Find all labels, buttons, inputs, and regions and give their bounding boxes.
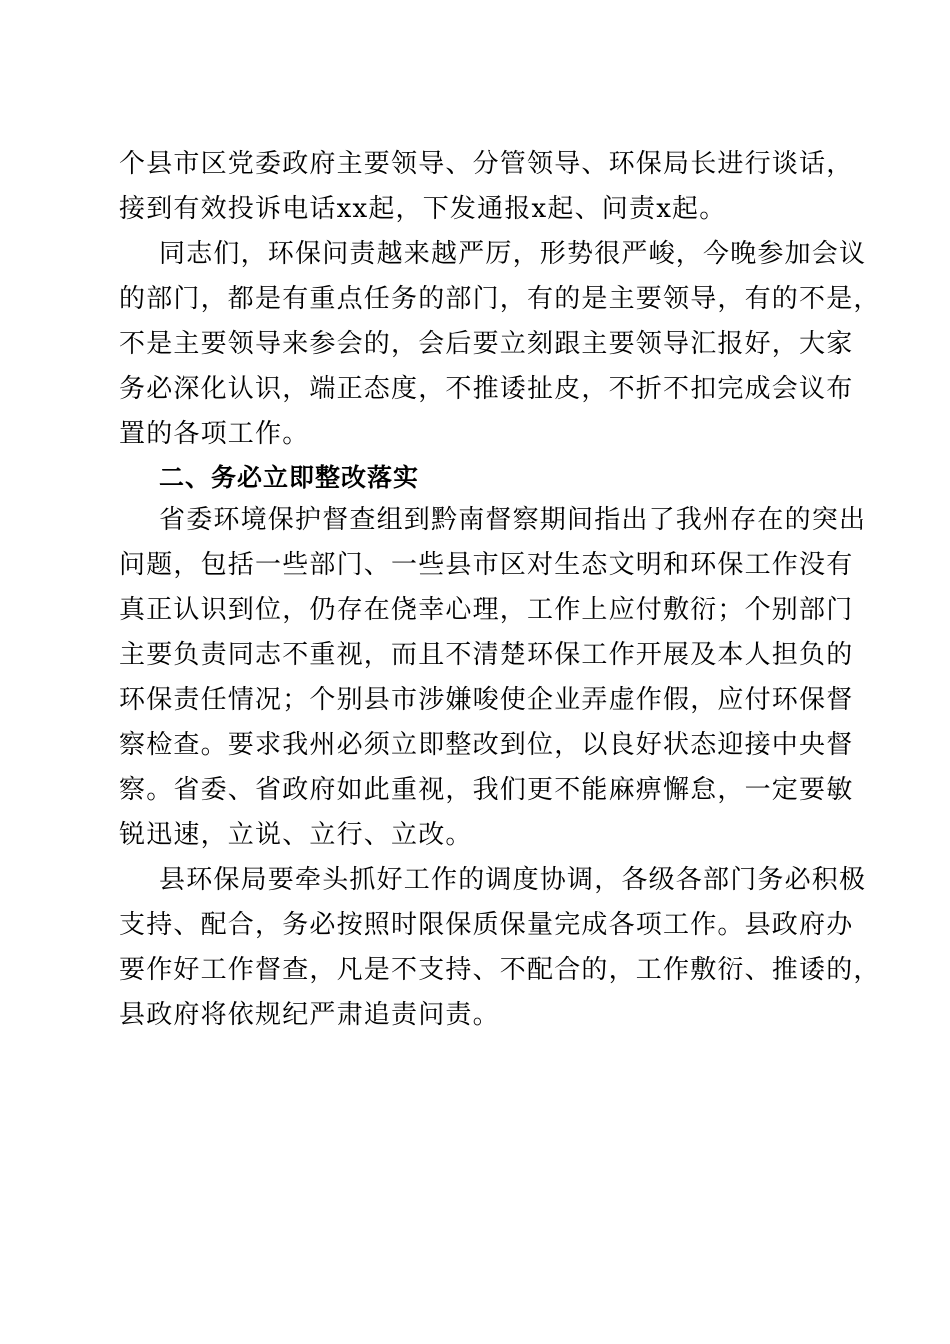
paragraph-line: 的部门，都是有重点任务的部门，有的是主要领导，有的不是， [119, 284, 881, 314]
paragraph-line: 不是主要领导来参会的，会后要立刻跟主要领导汇报好，大家 [119, 329, 854, 359]
paragraph-line: 置的各项工作。 [119, 419, 310, 449]
paragraph-line: 察。省委、省政府如此重视，我们更不能麻痹懈怠，一定要敏 [119, 775, 854, 805]
paragraph-line: 县政府将依规纪严肃追责问责。 [119, 1000, 500, 1030]
paragraph-line: 主要负责同志不重视，而且不清楚环保工作开展及本人担负的 [119, 640, 854, 670]
paragraph-line: 支持、配合，务必按照时限保质保量完成各项工作。县政府办 [119, 910, 854, 940]
paragraph-line: 要作好工作督查，凡是不支持、不配合的，工作敷衍、推诿的， [119, 955, 881, 985]
paragraph-line: 锐迅速，立说、立行、立改。 [119, 820, 473, 850]
paragraph-line: 察检查。要求我州必须立即整改到位，以良好状态迎接中央督 [119, 730, 854, 760]
paragraph-line: 接到有效投诉电话xx起，下发通报x起、问责x起。 [119, 194, 727, 224]
paragraph-line: 省委环境保护督查组到黔南督察期间指出了我州存在的突出 [159, 505, 867, 535]
paragraph-line: 真正认识到位，仍存在侥幸心理，工作上应付敷衍；个别部门 [119, 595, 854, 625]
paragraph-line: 务必深化认识，端正态度，不推诿扯皮，不折不扣完成会议布 [119, 374, 854, 404]
paragraph-line: 环保责任情况；个别县市涉嫌唆使企业弄虚作假，应付环保督 [119, 685, 854, 715]
paragraph-line: 县环保局要牵头抓好工作的调度协调，各级各部门务必积极 [159, 865, 867, 895]
paragraph-line: 同志们，环保问责越来越严厉，形势很严峻，今晚参加会议 [159, 239, 867, 269]
paragraph-line: 问题，包括一些部门、一些县市区对生态文明和环保工作没有 [119, 550, 854, 580]
paragraph-line: 个县市区党委政府主要领导、分管领导、环保局长进行谈话， [119, 149, 854, 179]
section-heading: 二、务必立即整改落实 [159, 463, 420, 492]
